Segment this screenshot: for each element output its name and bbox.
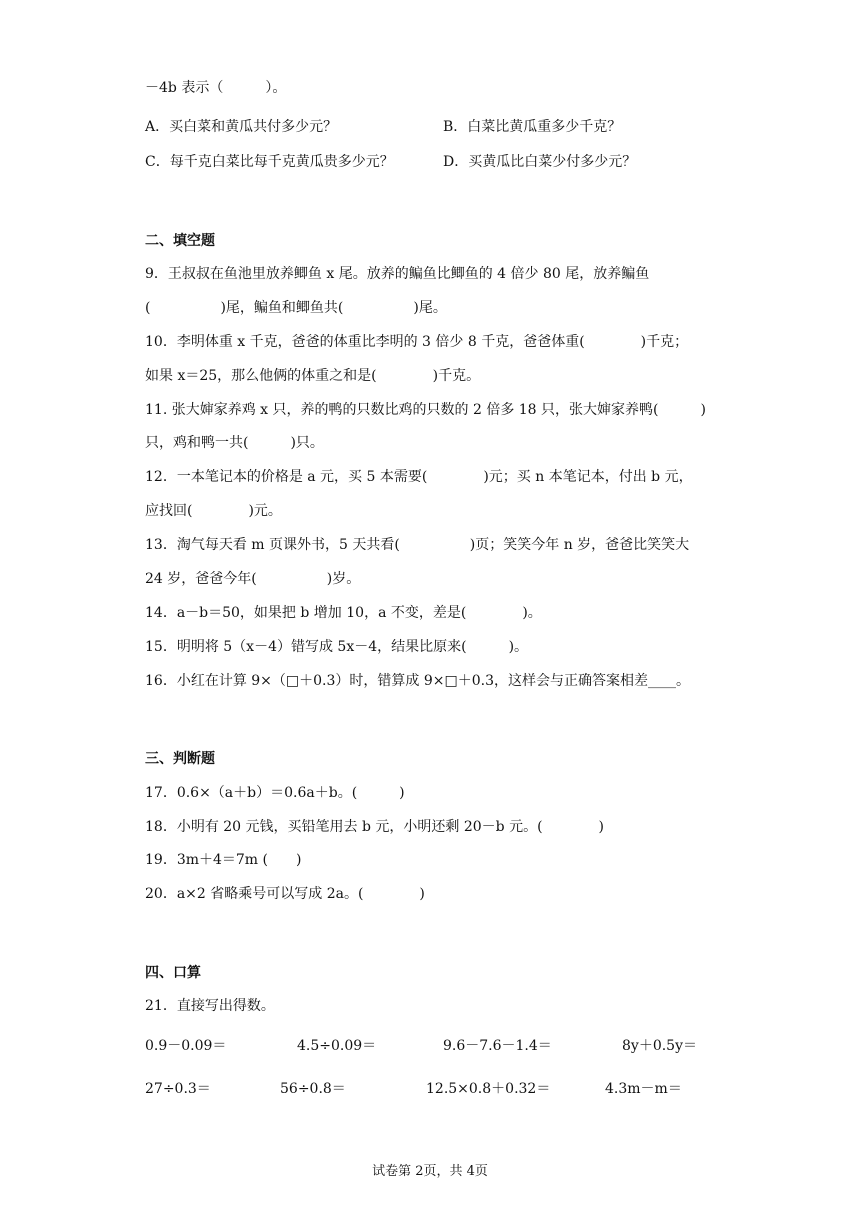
question-20: 20．a×2 省略乘号可以写成 2a。( ) [145, 886, 425, 902]
calc-item: 27÷0.3＝ [145, 1081, 211, 1097]
calc-item: 56÷0.8＝ [280, 1081, 346, 1097]
section-heading-true-false: 三、判断题 [145, 751, 215, 767]
page-footer: 试卷第 2页，共 4页 [372, 1164, 488, 1179]
question-17: 17．0.6×（a＋b）＝0.6a＋b。( ) [145, 785, 405, 801]
question-15: 15．明明将 5（x－4）错写成 5x－4，结果比原来( )。 [145, 639, 529, 655]
question-19: 19．3m＋4＝7m ( ) [145, 852, 302, 868]
option-c: C．每千克白菜比每千克黄瓜贵多少元？ [145, 154, 394, 170]
question-14: 14．a－b＝50，如果把 b 增加 10，a 不变，差是( )。 [145, 605, 542, 621]
question-13-line-1: 13．淘气每天看 m 页课外书，5 天共看( )页；笑笑今年 n 岁，爸爸比笑笑大 [145, 537, 690, 553]
calc-item: 0.9－0.09＝ [145, 1038, 227, 1054]
question-9-line-2: ( )尾，鳊鱼和鲫鱼共( )尾。 [145, 300, 447, 316]
question-8-stem-fragment: －4b 表示（ ）。 [145, 80, 287, 96]
option-d: D．买黄瓜比白菜少付多少元？ [443, 154, 637, 170]
question-13-line-2: 24 岁，爸爸今年( )岁。 [145, 571, 361, 587]
calc-item: 12.5×0.8＋0.32＝ [426, 1081, 551, 1097]
question-12-line-1: 12．一本笔记本的价格是 a 元，买 5 本需要( )元；买 n 本笔记本，付出 b 元， [145, 469, 693, 485]
question-12-line-2: 应找回( )元。 [145, 503, 282, 519]
question-9-line-1: 9．王叔叔在鱼池里放养鲫鱼 x 尾。放养的鳊鱼比鲫鱼的 4 倍少 80 尾，放养鳊鱼 [145, 266, 650, 282]
calc-item: 9.6－7.6－1.4＝ [443, 1038, 552, 1054]
question-10-line-2: 如果 x＝25，那么他俩的体重之和是( )千克。 [145, 368, 481, 384]
question-18: 18．小明有 20 元钱，买铅笔用去 b 元，小明还剩 20－b 元。( ) [145, 819, 604, 835]
calc-item: 4.5÷0.09＝ [297, 1038, 377, 1054]
option-a: A．买白菜和黄瓜共付多少元？ [145, 119, 338, 135]
calc-item: 8y＋0.5y＝ [622, 1038, 697, 1054]
question-11-line-1: 11. 张大婶家养鸡 x 只，养的鸭的只数比鸡的只数的 2 倍多 18 只，张大婶家养鸭( ) [145, 402, 706, 418]
question-21-prompt: 21．直接写出得数。 [145, 998, 275, 1014]
section-heading-mental-math: 四、口算 [145, 965, 201, 981]
calc-item: 4.3m－m＝ [605, 1081, 682, 1097]
section-heading-fill-blank: 二、填空题 [145, 233, 215, 249]
option-b: B．白菜比黄瓜重多少千克？ [443, 119, 622, 135]
question-11-line-2: 只，鸡和鸭一共( )只。 [145, 435, 324, 451]
question-16: 16．小红在计算 9×（□＋0.3）时，错算成 9×□＋0.3，这样会与正确答案相差____。 [145, 673, 690, 689]
question-10-line-1: 10．李明体重 x 千克，爸爸的体重比李明的 3 倍少 8 千克，爸爸体重( )千克； [145, 334, 689, 350]
